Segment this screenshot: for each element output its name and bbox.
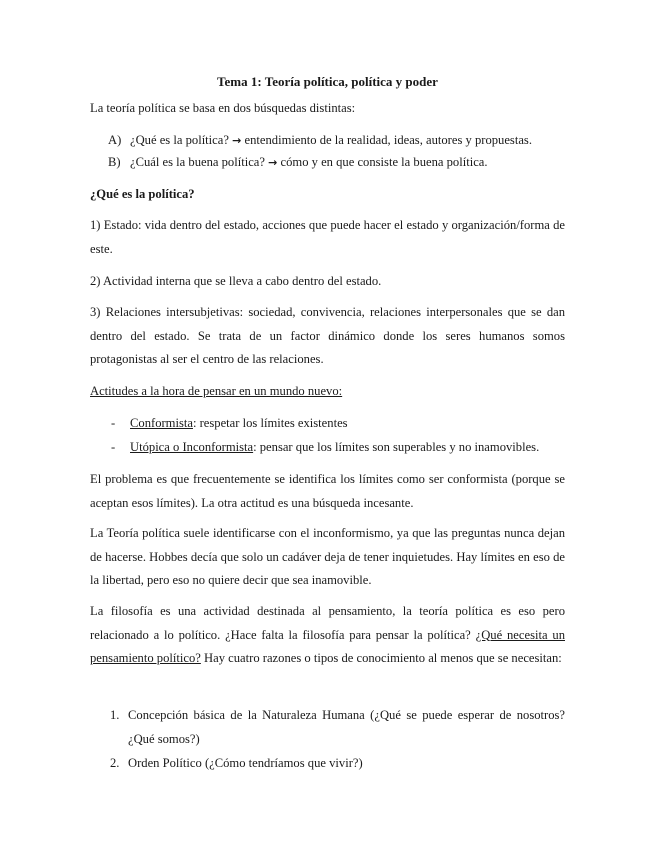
section-heading-actitudes [90, 380, 565, 404]
section-heading-que-es: ¿Qué es la política? [90, 187, 195, 201]
numbered-item-2 [110, 751, 565, 775]
actitudes-heading-text: Actitudes a la hora de pensar en un mundo nuevo: [90, 384, 343, 398]
intro-paragraph: La teoría política se basa en dos búsquedas distintas: [90, 101, 356, 115]
paragraph-relaciones: 3) Relaciones intersubjetivas: sociedad, convivencia, relaciones interpersonales que se dan dentro del estado. Se trata de un factor dinámico donde los seres humanos somos protagonistas al ser el centro de las relaciones. [90, 305, 565, 366]
list-question: ¿Cuál es la buena política? [130, 155, 265, 169]
filosofia-text-a: La filosofía es una actividad destinada al pensamiento, la teoría política es eso pero relacionado a lo político. ¿Hace falta la filosofía para pensar la política? [90, 604, 565, 642]
arrow-right-icon: → [268, 156, 278, 169]
numbered-text: Concepción básica de la Naturaleza Humana (¿Qué se puede esperar de nosotros? ¿Qué somos?) [128, 708, 565, 746]
number-marker: 2. [110, 756, 120, 770]
list-item-a [108, 129, 568, 153]
filosofia-underlined-question: ¿Qué necesita un pensamiento político? [90, 627, 565, 665]
numbered-text: Orden Político (¿Cómo tendríamos que vivir?) [128, 756, 363, 770]
list-marker: B) [108, 155, 121, 169]
paragraph-problema: El problema es que frecuentemente se identifica los límites como ser conformista (porque se aceptan esos límites). La otra actitud es una búsqueda incesante. [90, 472, 565, 510]
attitude-item-conformista [111, 413, 348, 433]
paragraph-estado: 1) Estado: vida dentro del estado, acciones que puede hacer el estado y organización/forma de este. [90, 218, 565, 256]
paragraph-filosofia [90, 600, 565, 671]
attitude-term: Conformista [130, 416, 193, 430]
attitude-desc: : respetar los límites existentes [192, 416, 348, 430]
filosofia-text-b: Hay cuatro razones o tipos de conocimiento al menos que se necesitan: [204, 651, 562, 665]
attitude-term: Utópica o Inconformista [130, 440, 254, 454]
list-item-b [108, 151, 568, 175]
paragraph-teoria-politica: La Teoría política suele identificarse con el inconformismo, ya que las preguntas nunca dejan de hacerse. Hobbes decía que solo un cadáver deja de tener inquietudes. Hay límites en eso de la libertad, pero eso no quiere decir que sea inamovible. [90, 526, 565, 587]
numbered-item-1 [110, 703, 565, 751]
attitude-desc: : pensar que los límites son superables y no inamovibles. [253, 440, 540, 454]
number-marker: 1. [110, 708, 120, 722]
list-question: ¿Qué es la política? [130, 133, 229, 147]
list-answer: cómo y en que consiste la buena política. [280, 155, 488, 169]
document-title: Tema 1: Teoría política, política y poder [217, 74, 438, 89]
list-answer: entendimiento de la realidad, ideas, autores y propuestas. [244, 133, 532, 147]
paragraph-actividad: 2) Actividad interna que se lleva a cabo dentro del estado. [90, 274, 382, 288]
dash-marker: - [111, 416, 116, 430]
attitude-item-utopica [111, 437, 539, 457]
arrow-right-icon: → [232, 134, 242, 147]
dash-marker: - [111, 440, 116, 454]
list-marker: A) [108, 133, 122, 147]
